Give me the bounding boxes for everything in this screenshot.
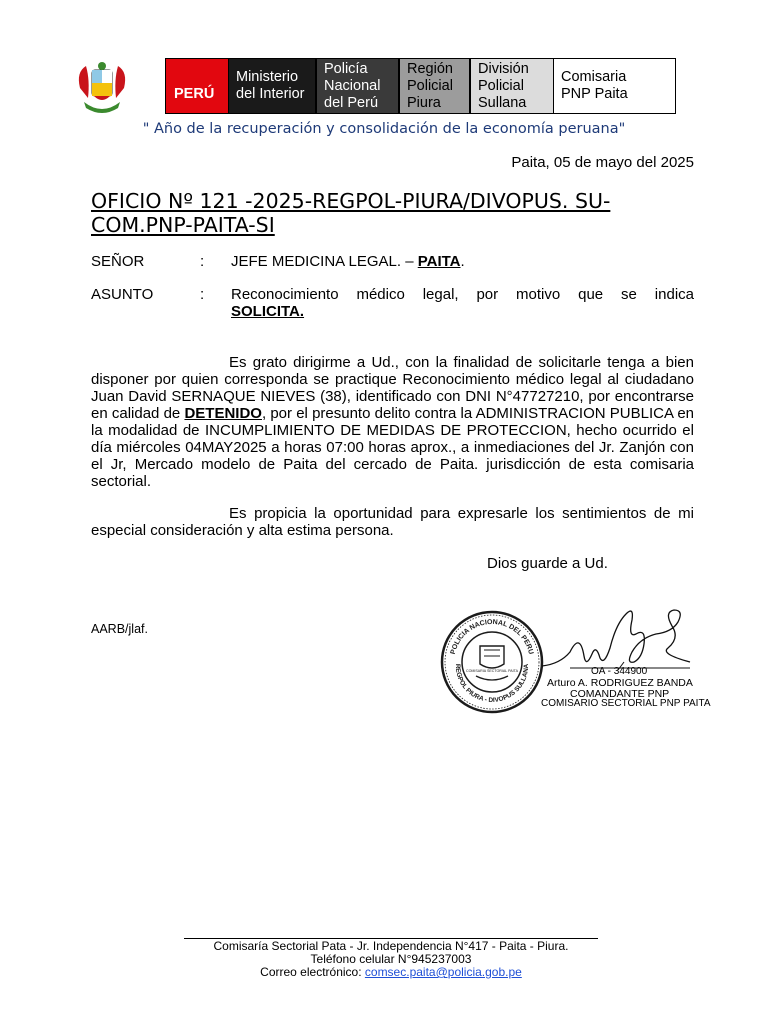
document-date: Paita, 05 de mayo del 2025: [511, 154, 694, 171]
footer-phone: Teléfono celular N°945237003: [310, 952, 472, 966]
svg-text:COMISARIA SECTORIAL PAITA: COMISARIA SECTORIAL PAITA: [466, 669, 518, 673]
asunto-colon: :: [200, 286, 205, 303]
header-division-policial: División Policial Sullana: [470, 58, 554, 114]
senor-value: JEFE MEDICINA LEGAL. – PAITA.: [231, 253, 465, 270]
signature-id: OA - 344900: [591, 666, 648, 677]
svg-text:POLICIA NACIONAL DEL PERU: POLICIA NACIONAL DEL PERU: [449, 618, 535, 656]
header-policia-nacional: Policía Nacional del Perú: [316, 58, 399, 114]
detenido-text: DETENIDO: [184, 405, 262, 422]
signature-rank: COMANDANTE PNP: [570, 688, 670, 700]
body-paragraph-1: Es grato dirigirme a Ud., con la finalidad de solicitarle tenga a bien disponer por quien corresponda se practique Reconocimiento médico legal al ciudadano Juan David SERNAQUE NIEVES (38), identificado con DNI N°47727210, por encontrarse en calidad de DETENIDO, por el presunto delito contra la ADMINISTRACION PUBLICA en la modalidad de INCUMPLIMIENTO DE MEDIDAS DE PROTECCION, hecho ocurrido el día miércoles 04MAY2025 a horas 07:00 horas aprox., a inmediaciones del Jr. Zanjón con el Jr, Mercado modelo de Paita del cercado de Paita. jurisdicción de esta comisaria sectorial.: [91, 354, 694, 490]
header-peru-label: PERÚ: [165, 58, 229, 114]
senor-value-city: PAITA: [417, 253, 461, 270]
senor-label: SEÑOR: [91, 253, 145, 270]
signature-name: Arturo A. RODRIGUEZ BANDA: [547, 677, 693, 689]
reference-initials: AARB/jlaf.: [91, 622, 148, 636]
asunto-solicita: SOLICITA.: [231, 303, 305, 320]
closing-greeting: Dios guarde a Ud.: [487, 555, 608, 572]
footer-email-link[interactable]: comsec.paita@policia.gob.pe: [364, 965, 522, 979]
oficio-number-title: OFICIO Nº 121 -2025-REGPOL-PIURA/DIVOPUS. SU-COM.PNP-PAITA-SI: [91, 189, 611, 237]
header-ministerio: Ministerio del Interior: [228, 58, 316, 114]
peru-coat-of-arms-icon: [74, 58, 130, 116]
year-motto: " Año de la recuperación y consolidación de la economía peruana": [142, 121, 626, 137]
svg-text:REGPOL PIURA - DIVOPUS SULLANA: REGPOL PIURA - DIVOPUS SULLANA: [453, 663, 531, 705]
senor-colon: :: [200, 253, 205, 270]
official-stamp-icon: [440, 610, 544, 714]
header-region-policial: Región Policial Piura: [399, 58, 470, 114]
asunto-label: ASUNTO: [91, 286, 154, 303]
asunto-value: Reconocimiento médico legal, por motivo que se indica: [231, 286, 694, 303]
footer-address: Comisaría Sectorial Pata - Jr. Independencia N°417 - Paita - Piura.: [213, 939, 569, 953]
signature-role: COMISARIO SECTORIAL PNP PAITA: [541, 698, 711, 709]
footer-email-line: Correo electrónico: comsec.paita@policia.gob.pe: [260, 965, 522, 979]
header-comisaria: Comisaria PNP Paita: [553, 58, 676, 114]
body-paragraph-2: Es propicia la oportunidad para expresarle los sentimientos de mi especial consideración y alta estima persona.: [91, 505, 694, 539]
